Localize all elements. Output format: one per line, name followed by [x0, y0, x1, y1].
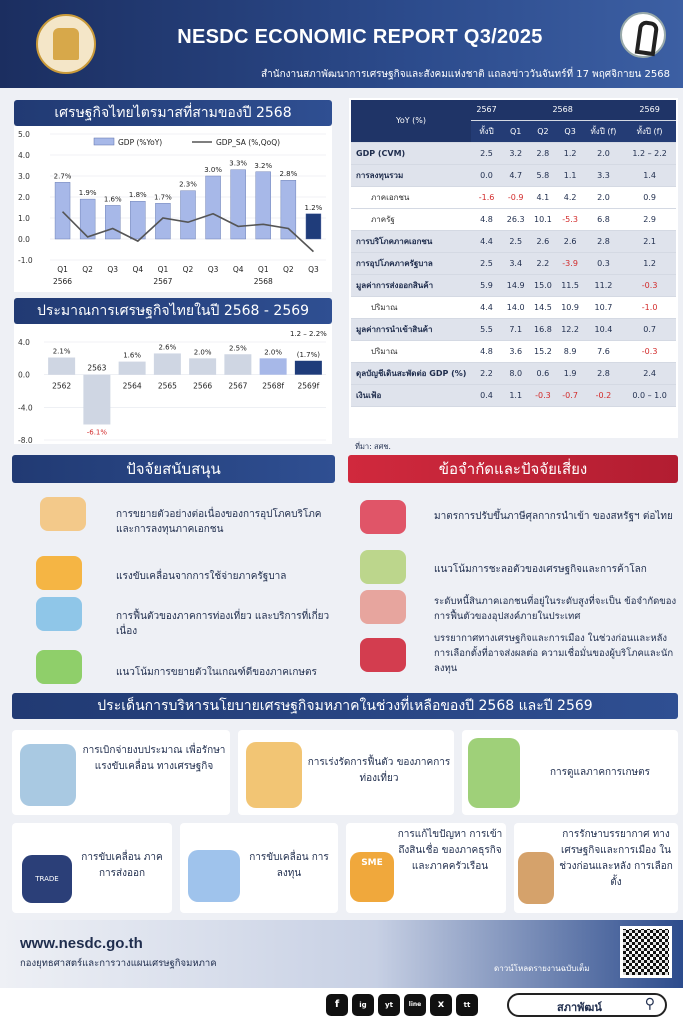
bar-value-label: 2.0% [264, 348, 283, 357]
row-label: มูลค่าการส่งออกสินค้า [351, 274, 471, 296]
y-tick-label: 5.0 [18, 130, 30, 139]
investment-chart-icon [188, 850, 240, 902]
policy-text: การเร่งรัดการฟื้นตัว ของภาคการท่องเที่ยว [307, 757, 451, 784]
table-cell: 3.3 [584, 164, 624, 186]
table-cell: 0.9 [623, 186, 676, 208]
forecast-bar [83, 375, 110, 425]
x-year-label: 2566 [52, 277, 73, 286]
table-cell: 10.1 [529, 208, 556, 230]
instagram-icon[interactable]: ig [352, 994, 374, 1016]
year-2567: 2567 [471, 100, 502, 120]
row-label: การลงทุนรวม [351, 164, 471, 186]
x-tick-label: Q1 [257, 265, 269, 274]
report-title: NESDC ECONOMIC REPORT Q3/2025 [177, 26, 543, 48]
search-box[interactable] [507, 993, 667, 1017]
table-header-label: YoY (%) [351, 100, 471, 142]
forecast-chart-title: ประมาณการเศรษฐกิจไทยในปี 2568 - 2569 [14, 298, 332, 324]
forecast-bar [224, 354, 251, 374]
row-label: การบริโภคภาคเอกชน [351, 230, 471, 252]
x-tick-label: Q2 [182, 265, 194, 274]
table-cell: 5.9 [471, 274, 502, 296]
policy-text: การดูแลภาคการเกษตร [550, 767, 650, 778]
table-cell: 8.9 [557, 340, 584, 362]
forecast-gdp-chart [14, 324, 332, 444]
trade-icon: TRADE [22, 855, 72, 903]
table-cell: -3.9 [557, 252, 584, 274]
col-header: ทั้งปี [471, 120, 502, 142]
table-cell: 3.2 [502, 142, 529, 164]
bar-value-label: 1.2% [304, 203, 323, 212]
policy-text: การขับเคลื่อน การลงทุน [249, 852, 329, 879]
globe-trade-icon [360, 550, 406, 584]
x-icon[interactable]: x [430, 994, 452, 1016]
gdp-bar [105, 205, 120, 239]
table-cell: 4.1 [529, 186, 556, 208]
bar-value-label: 1.9% [78, 189, 97, 198]
bar-value-label: 3.2% [254, 161, 273, 170]
table-cell: 10.4 [584, 318, 624, 340]
bar-value-label: 2.3% [179, 180, 197, 189]
table-cell: -0.3 [623, 274, 676, 296]
gdp-bar [281, 180, 296, 239]
table-cell: 2.5 [471, 142, 502, 164]
table-cell: 2.2 [529, 252, 556, 274]
debt-burden-icon [360, 590, 406, 624]
gdp-bar [181, 191, 196, 239]
table-cell: 7.1 [502, 318, 529, 340]
policy-title: ประเด็นการบริหารนโยบายเศรษฐกิจมหภาคในช่วงที่เหลือของปี 2568 และปี 2569 [12, 693, 678, 719]
mourning-ribbon-icon [620, 12, 666, 58]
bar-value-label: 2.1% [52, 347, 71, 356]
forecast-bar [189, 358, 216, 374]
gdp-bar [206, 176, 221, 239]
x-tick-label: 2568f [262, 381, 284, 391]
x-tick-label: 2567 [228, 381, 248, 391]
table-cell: 2.5 [471, 252, 502, 274]
nesdc-logo-icon [36, 14, 96, 74]
table-row [351, 186, 676, 208]
table-cell: 26.3 [502, 208, 529, 230]
support-title: ปัจจัยสนับสนุน [12, 455, 335, 483]
table-cell: 2.1 [623, 230, 676, 252]
legend-bar-swatch [94, 138, 114, 145]
col-header: Q2 [529, 120, 556, 142]
x-tick-label: 2565 [157, 381, 177, 391]
footer-banner [0, 920, 683, 988]
col-header: ทั้งปี (f) [584, 120, 624, 142]
y-tick-label: 3.0 [18, 172, 30, 181]
bar-value-label: 2.6% [158, 343, 177, 352]
risks-title: ข้อจำกัดและปัจจัยเสี่ยง [348, 455, 678, 483]
range-label: 1.2 – 2.2% [289, 330, 327, 338]
table-cell: 8.0 [502, 362, 529, 384]
table-cell: 0.4 [471, 384, 502, 406]
table-cell: 4.8 [471, 340, 502, 362]
table-cell: 3.4 [502, 252, 529, 274]
table-cell: 5.5 [471, 318, 502, 340]
q3-chart-title: เศรษฐกิจไทยไตรมาสที่สามของปี 2568 [14, 100, 332, 126]
table-cell: 2.0 [584, 186, 624, 208]
bar-value-label: -6.1% [86, 428, 108, 437]
y-tick-label: 0.0 [18, 235, 30, 244]
table-row [351, 274, 676, 296]
bar-value-label: 3.3% [229, 159, 248, 168]
policy-text: การขับเคลื่อน ภาคการส่งออก [81, 852, 163, 879]
table-cell: 0.7 [623, 318, 676, 340]
x-tick-label: Q3 [308, 265, 319, 274]
col-header: Q1 [502, 120, 529, 142]
table-cell: 10.9 [557, 296, 584, 318]
table-cell: 1.2 – 2.2 [623, 142, 676, 164]
risk-item: มาตรการปรับขึ้นภาษีศุลกากรนำเข้า ของสหรัฐฯ ต่อไทย [434, 511, 673, 522]
y-tick-label: 1.0 [18, 214, 30, 223]
table-cell: 1.1 [557, 164, 584, 186]
support-item: แนวโน้มการขยายตัวในเกณฑ์ดีของภาคเกษตร [116, 667, 317, 678]
table-row [351, 362, 676, 384]
year-2568: 2568 [502, 100, 623, 120]
table-cell: 1.4 [623, 164, 676, 186]
table-cell: 14.5 [529, 296, 556, 318]
table-cell: 2.8 [584, 362, 624, 384]
table-cell: 4.4 [471, 230, 502, 252]
youtube-icon[interactable]: yt [378, 994, 400, 1016]
table-cell: 16.8 [529, 318, 556, 340]
row-label: ภาครัฐ [351, 208, 471, 230]
table-cell: 11.2 [584, 274, 624, 296]
q3-gdp-chart [14, 126, 332, 292]
x-tick-label: Q3 [107, 265, 119, 274]
row-label: ปริมาณ [351, 296, 471, 318]
forecast-bar [48, 358, 75, 375]
bar-value-label: 1.6% [123, 351, 142, 360]
table-row [351, 296, 676, 318]
table-cell: -0.7 [557, 384, 584, 406]
forecast-bar [260, 358, 287, 374]
risk-item: ระดับหนี้สินภาคเอกชนที่อยู่ในระดับสูงที่จะเป็น ข้อจำกัดของการฟื้นตัวของอุปสงค์ภายในประเทศ [434, 596, 677, 622]
support-item: แรงขับเคลื่อนจากการใช้จ่ายภาครัฐบาล [116, 571, 287, 582]
row-label: มูลค่าการนำเข้าสินค้า [351, 318, 471, 340]
coins-growth-icon [36, 556, 82, 590]
gdp-bar [306, 214, 321, 239]
table-cell: 0.6 [529, 362, 556, 384]
table-cell: 0.0 – 1.0 [623, 384, 676, 406]
forecast-bar [295, 361, 322, 375]
row-label: การอุปโภคภาครัฐบาล [351, 252, 471, 274]
table-cell: 2.5 [502, 230, 529, 252]
table-cell: -1.0 [623, 296, 676, 318]
x-tick-label: Q4 [132, 265, 144, 274]
line-icon[interactable]: line [404, 994, 426, 1016]
y-tick-label: 2.0 [18, 193, 30, 202]
table-cell: 0.3 [584, 252, 624, 274]
table-cell: 2.6 [529, 230, 556, 252]
podium-icon [518, 852, 554, 904]
table-cell: 12.2 [557, 318, 584, 340]
legend-bar-label: GDP (%YoY) [118, 138, 163, 147]
y-tick-label: 4.0 [18, 151, 30, 160]
x-tick-label: 2569f [297, 381, 320, 391]
y-tick-label: -8.0 [18, 436, 33, 444]
table-cell: 2.4 [623, 362, 676, 384]
table-cell: 10.7 [584, 296, 624, 318]
x-tick-label: Q2 [283, 265, 294, 274]
x-tick-label: Q2 [82, 265, 93, 274]
agriculture-icon [36, 650, 82, 684]
table-row [351, 318, 676, 340]
gdp-bar [231, 170, 246, 239]
facebook-icon[interactable]: f [326, 994, 348, 1016]
support-item: การฟื้นตัวของภาคการท่องเที่ยว และบริการที่เกี่ยวเนื่อง [116, 611, 330, 637]
sme-shop-icon: SME [350, 852, 394, 902]
tariff-icon [360, 500, 406, 534]
table-cell: 14.9 [502, 274, 529, 296]
travel-icon [36, 597, 82, 631]
table-cell: 2.9 [623, 208, 676, 230]
y-tick-label: -4.0 [18, 403, 33, 413]
bar-value-label: 1.6% [103, 195, 122, 204]
bar-value-label: (1.7%) [296, 350, 320, 359]
table-row [351, 340, 676, 362]
bar-value-label: 2.7% [53, 172, 72, 181]
report-subtitle: สำนักงานสภาพัฒนาการเศรษฐกิจและสังคมแห่งชาติ แถลงข่าววันจันทร์ที่ 17 พฤศจิกายน 2568 [261, 69, 670, 80]
tourists-icon [246, 742, 302, 808]
bar-value-label: 2.0% [193, 348, 212, 357]
y-tick-label: 0.0 [18, 370, 30, 380]
gdp-bar [130, 201, 145, 239]
bar-value-label: 2.5% [228, 344, 247, 353]
table-cell: 6.8 [584, 208, 624, 230]
policy-text: การเบิกจ่ายงบประมาณ เพื่อรักษาแรงขับเคลื่อน ทางเศรษฐกิจ [82, 745, 226, 772]
table-cell: 0.0 [471, 164, 502, 186]
col-header: Q3 [557, 120, 584, 142]
col-header: ทั้งปี (f) [623, 120, 676, 142]
table-row [351, 164, 676, 186]
qr-code-icon[interactable] [620, 926, 672, 978]
x-tick-label: Q4 [232, 265, 244, 274]
risk-item: แนวโน้มการชะลอตัวของเศรษฐกิจและการค้าโลก [434, 564, 647, 575]
y-tick-label: 4.0 [18, 338, 30, 347]
table-cell: -5.3 [557, 208, 584, 230]
row-label: GDP (CVM) [351, 142, 471, 164]
row-label: ปริมาณ [351, 340, 471, 362]
table-cell: -0.9 [502, 186, 529, 208]
table-cell: 1.9 [557, 362, 584, 384]
bar-value-label: 1.7% [154, 193, 172, 202]
x-tick-label: Q3 [207, 265, 219, 274]
table-cell: 4.8 [471, 208, 502, 230]
table-cell: 15.2 [529, 340, 556, 362]
table-cell: 14.0 [502, 296, 529, 318]
bar-value-label: 1.8% [128, 191, 147, 200]
table-cell: 3.6 [502, 340, 529, 362]
bar-value-label: 3.0% [204, 166, 222, 174]
ballot-box-icon [360, 638, 406, 672]
gdp-bar [155, 203, 170, 239]
gdp-bar [80, 199, 95, 239]
search-text: สภาพัฒน์ [557, 1001, 602, 1014]
table-cell: 1.2 [623, 252, 676, 274]
table-cell: 2.8 [529, 142, 556, 164]
bar-value-label: 2.8% [279, 170, 298, 179]
x-tick-label: 2566 [193, 381, 213, 391]
table-cell: -0.2 [584, 384, 624, 406]
table-cell: 2.2 [471, 362, 502, 384]
table-cell: 4.7 [502, 164, 529, 186]
year-2569: 2569 [623, 100, 676, 120]
economic-forecast-table [351, 100, 676, 407]
gdp-bar [256, 172, 271, 239]
table-row [351, 230, 676, 252]
y-tick-label: -1.0 [18, 256, 33, 265]
support-item: การขยายตัวอย่างต่อเนื่องของการอุปโภคบริโภค และการลงทุนภาคเอกชน [116, 509, 322, 535]
table-cell: 15.0 [529, 274, 556, 296]
row-label: ดุลบัญชีเดินสะพัดต่อ GDP (%) [351, 362, 471, 384]
table-source: ที่มา: สศช. [355, 442, 391, 451]
table-cell: 1.1 [502, 384, 529, 406]
table-cell: 2.8 [584, 230, 624, 252]
forecast-bar [119, 362, 146, 375]
table-cell: 4.4 [471, 296, 502, 318]
website-link[interactable]: www.nesdc.go.th [20, 935, 143, 952]
table-cell: 2.6 [557, 230, 584, 252]
table-cell: -1.6 [471, 186, 502, 208]
department-name: กองยุทธศาสตร์และการวางแผนเศรษฐกิจมหภาค [20, 958, 217, 969]
table-cell: 2.0 [584, 142, 624, 164]
x-tick-label: Q1 [57, 265, 68, 274]
table-cell: 5.8 [529, 164, 556, 186]
tiktok-icon[interactable]: tt [456, 994, 478, 1016]
table-row [351, 384, 676, 406]
x-tick-label: 2564 [122, 381, 142, 391]
table-cell: 4.2 [557, 186, 584, 208]
table-row [351, 142, 676, 164]
table-cell: 7.6 [584, 340, 624, 362]
farmer-icon [468, 738, 520, 808]
bank-building-icon [20, 744, 76, 806]
policy-text: การรักษาบรรยากาศ ทางเศรษฐกิจและการเมือง ในช่วงก่อนและหลัง การเลือกตั้ง [559, 829, 673, 888]
table-cell: -0.3 [529, 384, 556, 406]
forecast-bar [154, 353, 181, 374]
x-tick-label: 2563 [87, 363, 107, 373]
table-row [351, 208, 676, 230]
table-cell: 1.2 [557, 142, 584, 164]
x-year-label: 2568 [253, 277, 273, 286]
download-label: ดาวน์โหลดรายงานฉบับเต็ม [494, 964, 590, 973]
risk-item: บรรยากาศทางเศรษฐกิจและการเมือง ในช่วงก่อนและหลังการเลือกตั้งที่อาจส่งผลต่อ ความเชื่อมั่นของผู้บริโภคและนักลงทุน [434, 633, 674, 674]
table-row [351, 252, 676, 274]
legend-line-label: GDP_SA (%,QoQ) [216, 138, 281, 147]
x-tick-label: Q1 [157, 265, 169, 274]
x-year-label: 2567 [153, 277, 173, 286]
row-label: ภาคเอกชน [351, 186, 471, 208]
consumer-shopping-icon [40, 497, 86, 531]
search-icon[interactable]: ⚲ [644, 996, 655, 1012]
row-label: เงินเฟ้อ [351, 384, 471, 406]
x-tick-label: 2562 [52, 381, 72, 391]
gdp-bar [55, 182, 70, 239]
table-cell: -0.3 [623, 340, 676, 362]
policy-text: การแก้ไขปัญหา การเข้าถึงสินเชื่อ ของภาคธุรกิจ และภาคครัวเรือน [397, 829, 503, 872]
table-cell: 11.5 [557, 274, 584, 296]
